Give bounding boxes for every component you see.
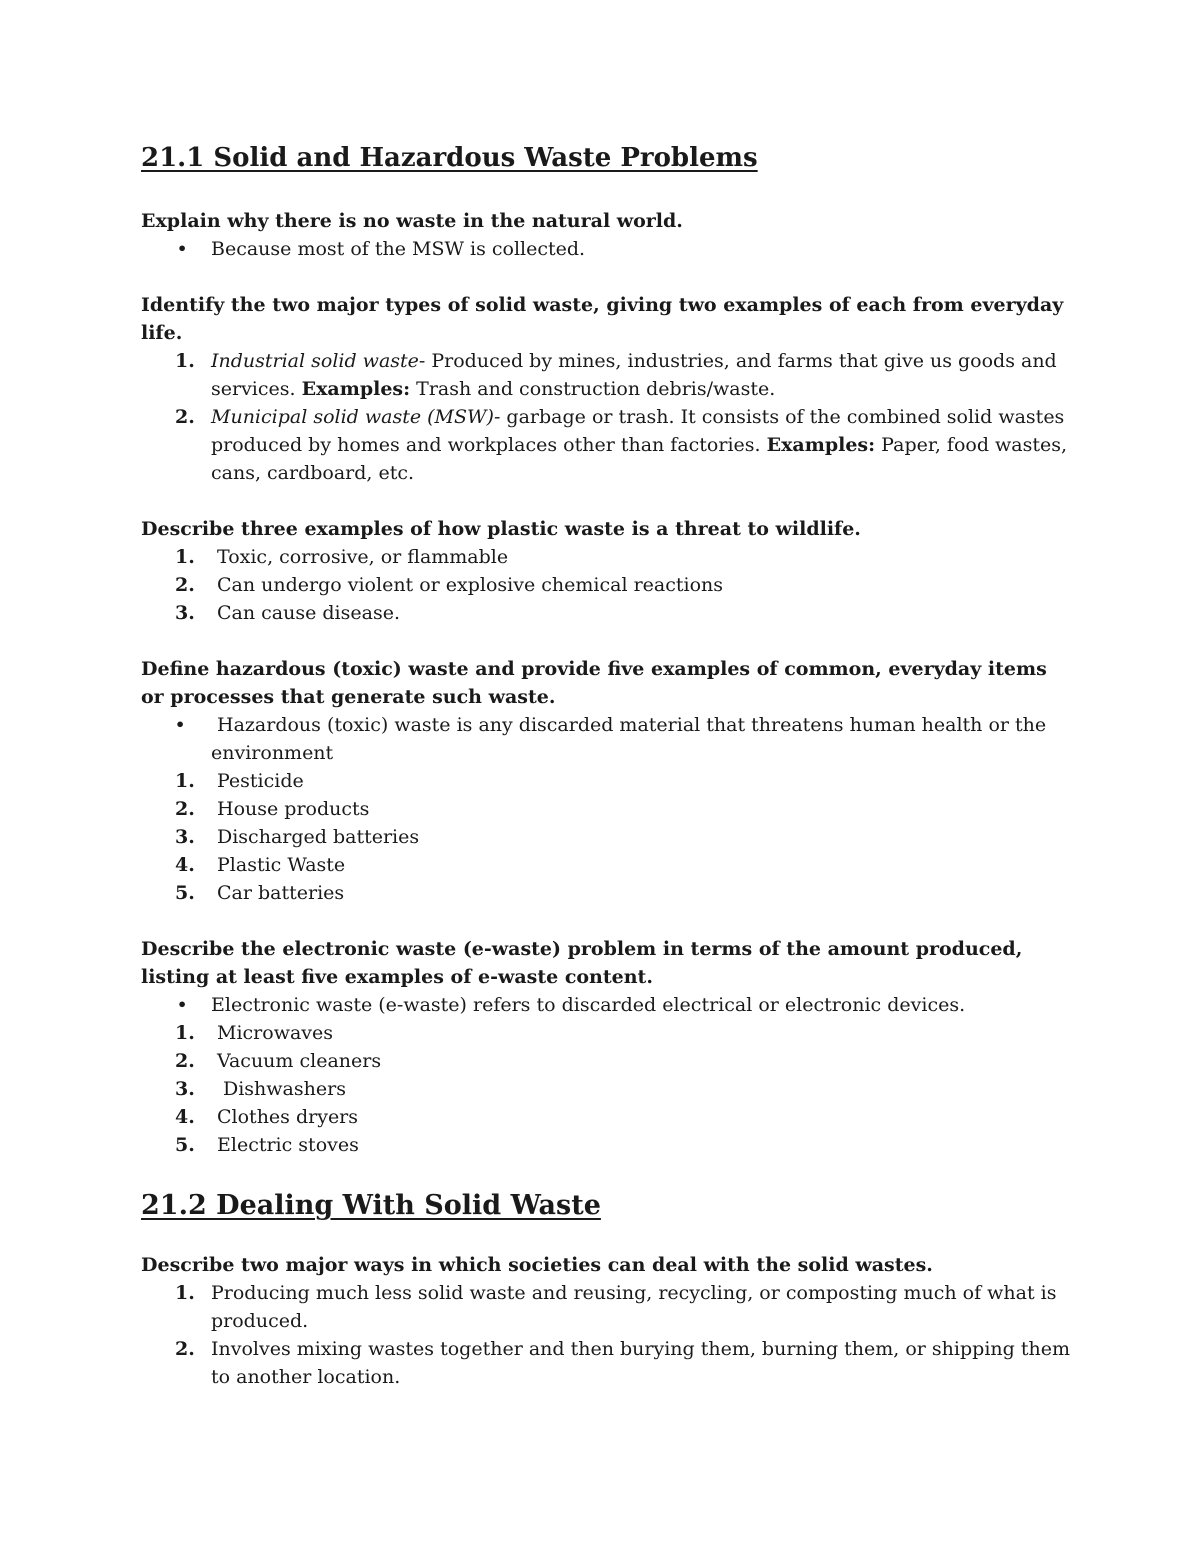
bullet-marker: • — [177, 995, 188, 1014]
list-item — [141, 851, 1071, 879]
list-item — [141, 879, 1071, 907]
answer-list — [141, 543, 1071, 627]
answer-text: - Produced by mines, industries, and farms that give us goods and services. — [211, 350, 1057, 400]
list-item — [141, 543, 1071, 571]
answer-list — [141, 235, 1071, 263]
answer-text: Toxic, corrosive, or flammable — [217, 546, 509, 568]
list-item — [141, 767, 1071, 795]
answer-text: - garbage or trash. It consists of the combined solid wastes produced by homes and workplaces other than factories. — [211, 406, 1065, 456]
list-item — [141, 347, 1071, 403]
list-item — [141, 795, 1071, 823]
number-marker: 2. — [175, 798, 195, 820]
answer-text: Producing much less solid waste and reusing, recycling, or composting much of what is produced. — [211, 1282, 1057, 1332]
list-item — [141, 1047, 1071, 1075]
list-item — [141, 1131, 1071, 1159]
number-marker: 4. — [175, 854, 195, 876]
question-block-6 — [141, 1251, 1071, 1391]
number-marker: 1. — [175, 1022, 195, 1044]
answer-text: Can cause disease. — [217, 602, 400, 624]
section-heading-21-2: 21.2 Dealing With Solid Waste — [141, 1190, 601, 1221]
term: Municipal solid waste (MSW) — [211, 406, 494, 428]
number-marker: 3. — [175, 1078, 195, 1100]
number-marker: 3. — [175, 602, 195, 624]
answer-text: Pesticide — [217, 770, 304, 792]
number-marker: 2. — [175, 406, 195, 428]
question-text: Identify the two major types of solid waste, giving two examples of each from everyday life. — [141, 294, 1064, 344]
list-item — [141, 571, 1071, 599]
examples-label: Examples: — [301, 378, 411, 400]
number-marker: 2. — [175, 1050, 195, 1072]
list-item — [141, 1075, 1071, 1103]
number-marker: 1. — [175, 1282, 195, 1304]
answer-list — [141, 711, 1071, 907]
answer-text: Plastic Waste — [217, 854, 346, 876]
question-block-3 — [141, 515, 1071, 627]
document-page — [141, 140, 1071, 1419]
question-block-1 — [141, 207, 1071, 263]
number-marker: 3. — [175, 826, 195, 848]
question-text: Describe two major ways in which societies can deal with the solid wastes. — [141, 1254, 933, 1276]
question-text: Define hazardous (toxic) waste and provide five examples of common, everyday items or processes that generate such waste. — [141, 658, 1047, 708]
list-item — [141, 991, 1071, 1019]
list-item — [141, 599, 1071, 627]
number-marker: 5. — [175, 1134, 195, 1156]
answer-text: Hazardous (toxic) waste is any discarded material that threatens human health or the environment — [211, 714, 1047, 764]
answer-text: Clothes dryers — [217, 1106, 359, 1128]
answer-text: Dishwashers — [223, 1078, 346, 1100]
question-block-5 — [141, 935, 1071, 1159]
examples-text: Trash and construction debris/waste. — [410, 378, 776, 400]
list-item — [141, 1279, 1071, 1335]
answer-text: Discharged batteries — [217, 826, 420, 848]
question-text: Explain why there is no waste in the natural world. — [141, 210, 683, 232]
answer-list — [141, 347, 1071, 487]
term: Industrial solid waste — [211, 350, 419, 372]
list-item — [141, 235, 1071, 263]
question-text: Describe the electronic waste (e-waste) problem in terms of the amount produced, listing at least five examples of e-waste content. — [141, 938, 1023, 988]
question-text: Describe three examples of how plastic waste is a threat to wildlife. — [141, 518, 861, 540]
list-item — [141, 711, 1071, 767]
number-marker: 1. — [175, 350, 195, 372]
answer-text: Electric stoves — [217, 1134, 359, 1156]
answer-text: Microwaves — [217, 1022, 334, 1044]
section-heading-21-1: 21.1 Solid and Hazardous Waste Problems — [141, 143, 758, 173]
answer-text: Electronic waste (e-waste) refers to discarded electrical or electronic devices. — [211, 994, 966, 1016]
answer-text: House products — [217, 798, 370, 820]
answer-text: Car batteries — [217, 882, 345, 904]
number-marker: 4. — [175, 1106, 195, 1128]
answer-list — [141, 991, 1071, 1159]
list-item — [141, 1019, 1071, 1047]
number-marker: 2. — [175, 1338, 195, 1360]
examples-label: Examples: — [766, 434, 876, 456]
list-item — [141, 403, 1071, 487]
question-block-2 — [141, 291, 1071, 487]
list-item — [141, 1335, 1071, 1391]
answer-text: Can undergo violent or explosive chemical reactions — [217, 574, 724, 596]
number-marker: 2. — [175, 574, 195, 596]
list-item — [141, 823, 1071, 851]
bullet-marker: • — [175, 715, 186, 734]
number-marker: 1. — [175, 546, 195, 568]
answer-text: Vacuum cleaners — [217, 1050, 382, 1072]
examples-text: Paper, food wastes, cans, cardboard, etc. — [211, 434, 1068, 484]
answer-list — [141, 1279, 1071, 1391]
question-block-4 — [141, 655, 1071, 907]
answer-text: Because most of the MSW is collected. — [211, 238, 586, 260]
number-marker: 5. — [175, 882, 195, 904]
list-item — [141, 1103, 1071, 1131]
bullet-marker: • — [177, 239, 188, 258]
number-marker: 1. — [175, 770, 195, 792]
answer-text: Involves mixing wastes together and then burying them, burning them, or shipping them to another location. — [211, 1338, 1070, 1388]
